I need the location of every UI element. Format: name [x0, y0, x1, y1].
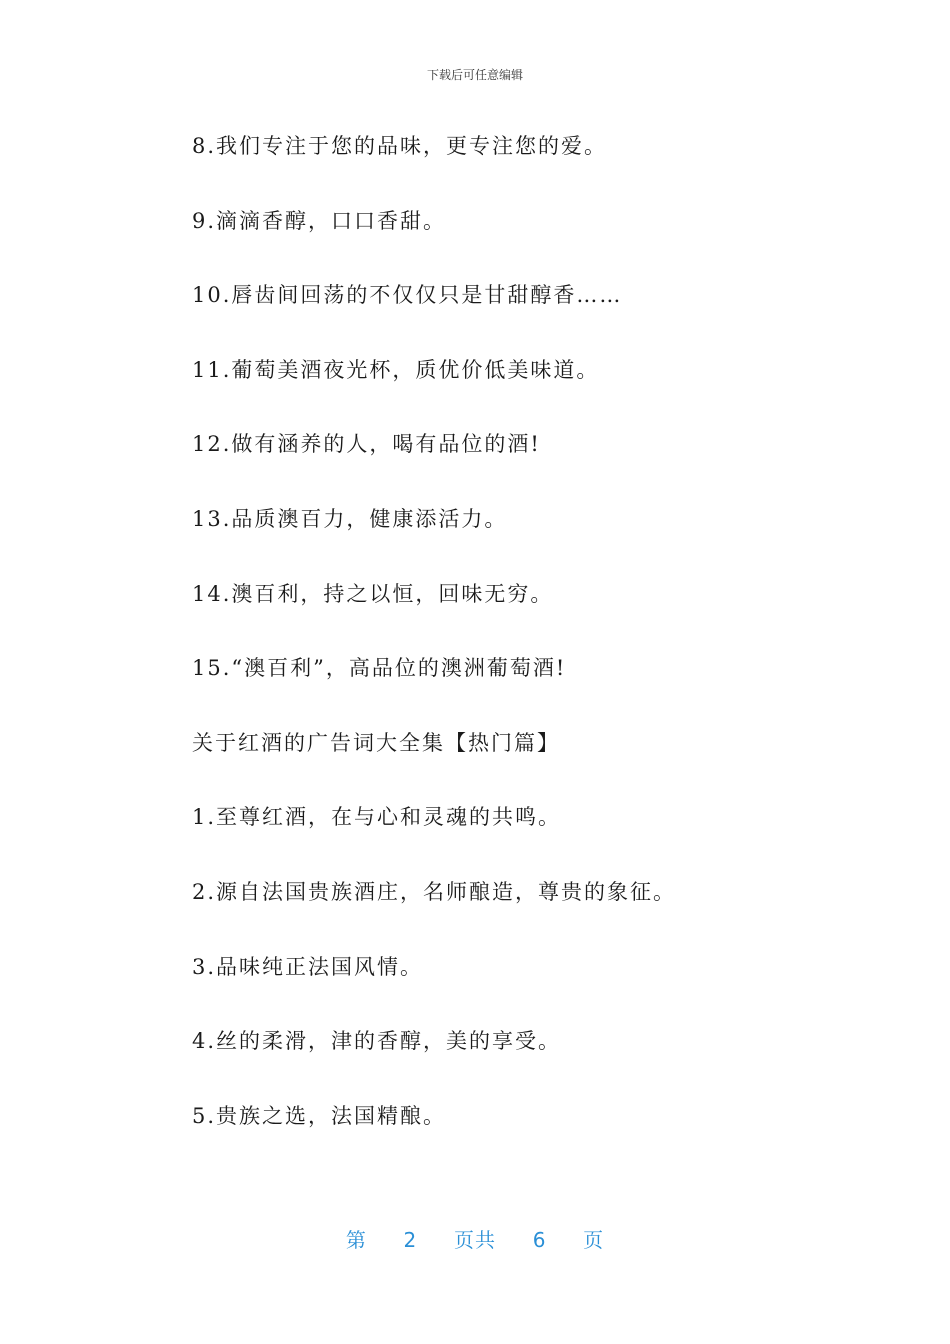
text-line: 5.贵族之选，法国精酿。	[192, 1103, 447, 1128]
page-number: 2	[403, 1228, 418, 1252]
page-suffix: 页	[583, 1228, 605, 1252]
text-line: 8.我们专注于您的品味，更专注您的爱。	[192, 134, 608, 158]
section-heading: 关于红酒的广告词大全集【热门篇】	[192, 730, 560, 755]
page-mid: 页共	[454, 1228, 496, 1252]
text-line: 14.澳百利，持之以恒，回味无穷。	[192, 581, 554, 606]
text-line: 13.品质澳百力，健康添活力。	[192, 506, 508, 531]
text-line: 2.源自法国贵族酒庄，名师酿造，尊贵的象征。	[192, 879, 677, 904]
header-note: 下载后可任意编辑	[426, 68, 523, 82]
text-line: 11.葡萄美酒夜光杯，质优价低美味道。	[192, 357, 600, 382]
text-line: 10.唇齿间回荡的不仅仅只是甘甜醇香……	[192, 283, 623, 308]
document-body	[192, 128, 892, 1172]
text-line: 15.“澳百利”，高品位的澳洲葡萄酒!	[192, 656, 567, 681]
text-line: 12.做有涵养的人，喝有品位的酒!	[192, 432, 541, 457]
text-line: 4.丝的柔滑，津的香醇，美的享受。	[192, 1029, 562, 1054]
text-line: 1.至尊红酒，在与心和灵魂的共鸣。	[192, 805, 562, 830]
page-total: 6	[532, 1228, 547, 1252]
text-line: 3.品味纯正法国风情。	[192, 954, 424, 979]
page-footer	[0, 1224, 950, 1253]
text-line: 9.滴滴香醇，口口香甜。	[192, 208, 447, 233]
page-prefix: 第	[345, 1228, 367, 1252]
